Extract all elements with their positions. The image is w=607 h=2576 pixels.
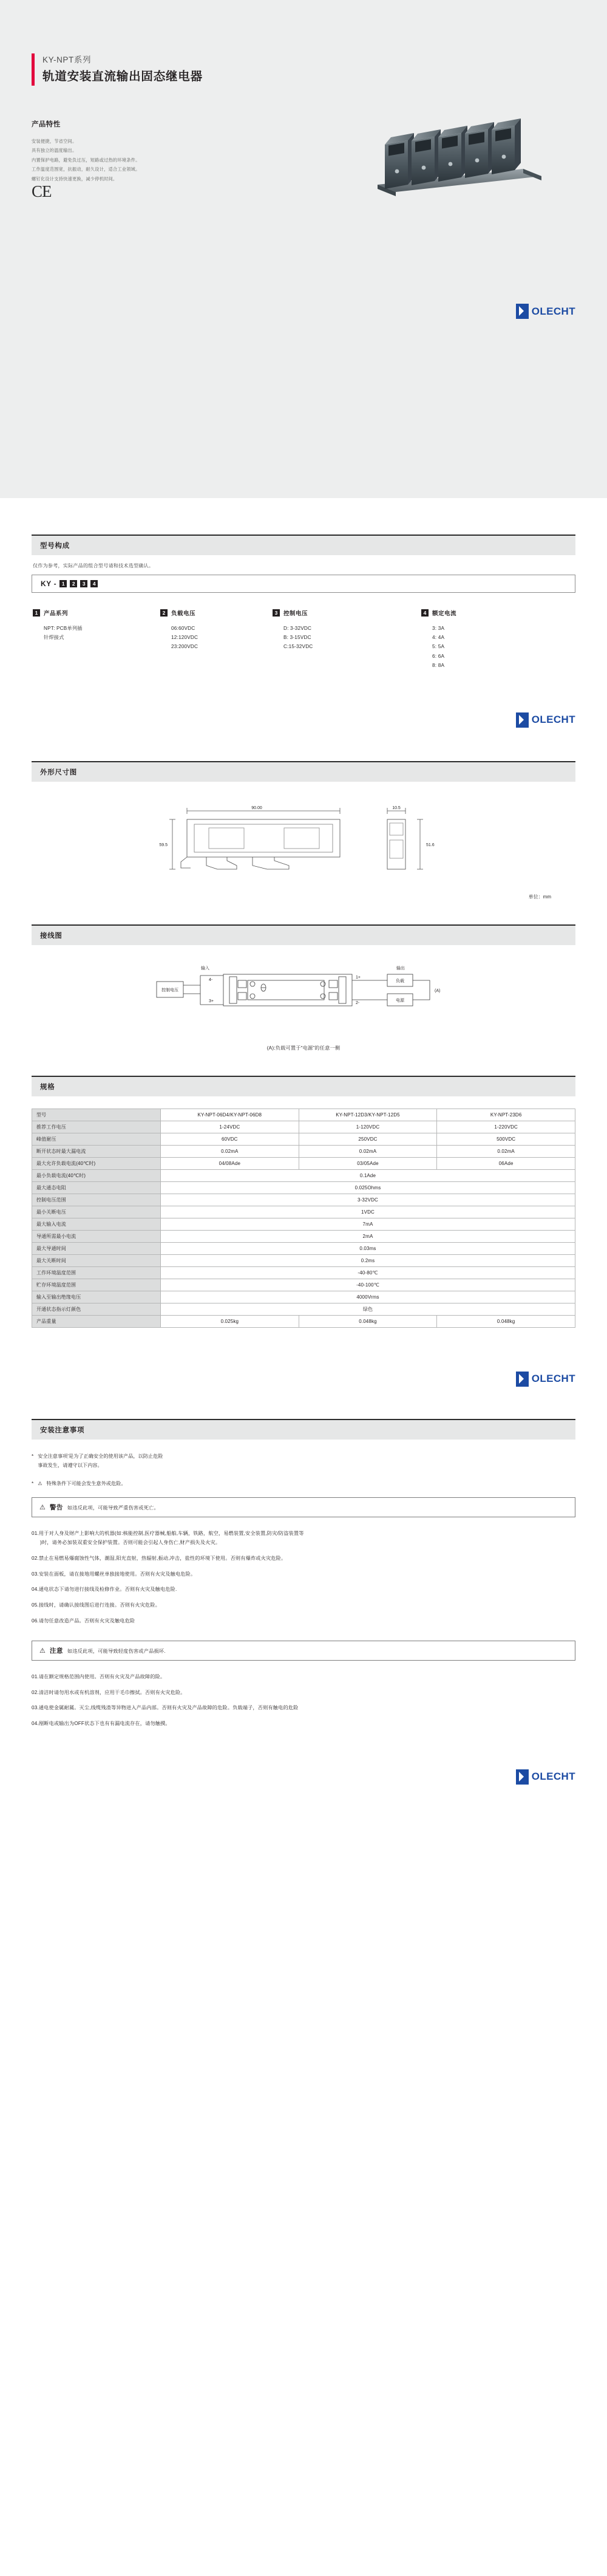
notes-section bbox=[0, 1419, 607, 1440]
dimension-section-title: 外形尺寸图 bbox=[40, 768, 77, 776]
caution-triangle-icon: ⚠ bbox=[39, 1647, 46, 1655]
warning-triangle-icon: ⚠ bbox=[38, 1481, 42, 1487]
legend-title-1: 产品系列 bbox=[44, 610, 69, 617]
spec-row bbox=[32, 1157, 575, 1169]
wiring-output-label: 输出 bbox=[396, 966, 405, 971]
wiring-load-label: 负载 bbox=[396, 979, 404, 983]
code-digit-4: 4 bbox=[90, 580, 98, 587]
spec-row-value: KY-NPT-12D3/KY-NPT-12D5 bbox=[299, 1109, 437, 1121]
warning-box bbox=[32, 1497, 575, 1517]
legend-title-4: 额定电流 bbox=[432, 610, 457, 617]
ce-mark: CE bbox=[32, 182, 52, 200]
hero-section bbox=[0, 0, 607, 498]
warning-item-cont: )时，请务必加装双重安全保护装置。否则可能会引起人身伤亡,财产损失及火灾。 bbox=[40, 1540, 221, 1546]
feature-item: 安装便捷，节省空间。 bbox=[32, 138, 77, 144]
wiring-input-label: 输入 bbox=[201, 966, 209, 971]
spec-row bbox=[32, 1133, 575, 1145]
legend-group-series bbox=[33, 609, 160, 670]
brand-name: OLECHT bbox=[531, 1373, 575, 1385]
notes-body bbox=[0, 1440, 607, 1729]
wiring-terminal-1: 1+ bbox=[356, 975, 361, 980]
spec-row-value: 04/08Ade bbox=[161, 1157, 299, 1169]
notes-special bbox=[32, 1479, 575, 1488]
spec-row-label: 最小关断电压 bbox=[32, 1206, 161, 1218]
spec-row-label: 型号 bbox=[32, 1109, 161, 1121]
wiring-section-header bbox=[32, 924, 575, 945]
brand-logo bbox=[516, 712, 575, 728]
spec-row-value: 0.048kg bbox=[299, 1315, 437, 1327]
wiring-terminal-3: 3+ bbox=[209, 999, 214, 1003]
spec-row-value: 1-120VDC bbox=[299, 1121, 437, 1133]
spec-row-value: 3-32VDC bbox=[161, 1194, 575, 1206]
notes-special-text: 特殊条件下可能会发生意外或危险。 bbox=[46, 1481, 126, 1487]
spec-row-label: 最大允许负载电流(40℃时) bbox=[32, 1157, 161, 1169]
warning-triangle-icon: ⚠ bbox=[39, 1504, 46, 1512]
feature-item: 内置保护电路，避免负过压，短路或过热的环境条件。 bbox=[32, 157, 140, 163]
spec-row-label: 产品重量 bbox=[32, 1315, 161, 1327]
feature-item: 工作温度范围宽，抗振动，耐久设计，适合工业领域。 bbox=[32, 166, 140, 173]
unit-value: mm bbox=[543, 893, 551, 900]
spec-row-label: 开通状态指示灯颜色 bbox=[32, 1303, 161, 1315]
wiring-note: (A):负载可置于“电源”的任意一侧 bbox=[266, 1045, 341, 1051]
wiring-diagram bbox=[32, 945, 575, 1036]
olecht-logo-icon bbox=[516, 304, 529, 319]
wiring-power-label: 电源 bbox=[396, 998, 404, 1003]
spec-row bbox=[32, 1145, 575, 1157]
caution-item: 01.请在额定规格范围内使用。否则有火灾及产品故障的险。 bbox=[32, 1673, 166, 1679]
feature-item: 螺钉化设计支持快速更换，减少停机时间。 bbox=[32, 176, 118, 182]
star-marker: * bbox=[32, 1453, 34, 1459]
model-section-header bbox=[32, 535, 575, 555]
dim-width-label: 90.00 bbox=[251, 805, 262, 810]
spec-row-label: 控制电压范围 bbox=[32, 1194, 161, 1206]
caution-item: 04.剐断电或输出为OFF状态下也有有漏电流存在，请勿触摸。 bbox=[32, 1721, 171, 1727]
spec-row-label: 断开状态时最大漏电流 bbox=[32, 1145, 161, 1157]
warning-desc: 如违反此项，可能导致严重伤害或死亡。 bbox=[67, 1505, 159, 1511]
model-code-prefix: KY - bbox=[41, 579, 57, 588]
spec-row-label: 最大通态电阻 bbox=[32, 1181, 161, 1194]
warning-item bbox=[32, 1617, 575, 1626]
spec-row-value: 1-24VDC bbox=[161, 1121, 299, 1133]
product-features bbox=[32, 119, 177, 183]
spec-section bbox=[0, 1076, 607, 1328]
spec-row bbox=[32, 1109, 575, 1121]
spec-row-value: 0.02mA bbox=[299, 1145, 437, 1157]
caution-desc: 如违反此项，可能导致轻度伤害或产品损坏. bbox=[67, 1648, 166, 1654]
spec-row-value: KY-NPT-23D6 bbox=[437, 1109, 575, 1121]
spec-row bbox=[32, 1303, 575, 1315]
dimension-section bbox=[0, 761, 607, 900]
spec-row-value: 4000Vrms bbox=[161, 1291, 575, 1303]
warning-item-text: 04.通电状态下请勿进行接线及检修作业。否则有火灾及触电危险. bbox=[32, 1587, 177, 1593]
spec-row-value: 500VDC bbox=[437, 1133, 575, 1145]
spec-row-label: 峰值耐压 bbox=[32, 1133, 161, 1145]
olecht-logo-icon bbox=[516, 1372, 529, 1387]
spec-row-value: KY-NPT-06D4/KY-NPT-06D8 bbox=[161, 1109, 299, 1121]
unit-label: 单位： bbox=[528, 893, 543, 900]
code-digit-3: 3 bbox=[80, 580, 87, 587]
spec-row-value: 绿色 bbox=[161, 1303, 575, 1315]
warning-item bbox=[32, 1601, 575, 1610]
brand-logo bbox=[516, 1372, 575, 1387]
warning-item-text: 03.安装在面板，请在接地用螺丝单独接地使用。否则有火灾及触电危险。 bbox=[32, 1571, 196, 1577]
spec-row-value: 03/05Ade bbox=[299, 1157, 437, 1169]
wiring-control-voltage-label: 控制电压 bbox=[161, 988, 178, 992]
dim-depth-label: 10.5 bbox=[392, 805, 401, 810]
legend-item: D: 3-32VDC bbox=[283, 626, 312, 631]
brand-logo bbox=[516, 304, 575, 319]
spec-row-label: 导通所需最小电流 bbox=[32, 1230, 161, 1242]
caution-title: 注意 bbox=[49, 1647, 63, 1655]
spec-row bbox=[32, 1291, 575, 1303]
legend-num-3: 3 bbox=[273, 609, 280, 617]
legend-group-load-voltage bbox=[160, 609, 273, 670]
legend-item: 针焊接式 bbox=[44, 635, 64, 641]
spec-row bbox=[32, 1121, 575, 1133]
spec-row-value: 0.02mA bbox=[161, 1145, 299, 1157]
spec-row-value: 0.025kg bbox=[161, 1315, 299, 1327]
model-section-title: 型号构成 bbox=[40, 542, 70, 550]
spec-row-label: 最大导通时间 bbox=[32, 1242, 161, 1254]
feature-item: 具有独立的温度输出。 bbox=[32, 148, 77, 154]
spec-row bbox=[32, 1230, 575, 1242]
spec-row-value: 250VDC bbox=[299, 1133, 437, 1145]
product-photo bbox=[367, 113, 549, 204]
legend-num-4: 4 bbox=[421, 609, 429, 617]
legend-item: 8: 8A bbox=[432, 662, 445, 668]
legend-item: 4: 4A bbox=[432, 635, 445, 641]
wiring-marker-a: (A) bbox=[435, 988, 441, 993]
brand-logo bbox=[516, 1769, 575, 1785]
legend-item: C:15-32VDC bbox=[283, 644, 313, 650]
legend-item: 12:120VDC bbox=[171, 635, 198, 641]
spec-row-value: 0.02mA bbox=[437, 1145, 575, 1157]
spec-row bbox=[32, 1206, 575, 1218]
spec-row-value: 0.1Ade bbox=[161, 1169, 575, 1181]
legend-item: B: 3-15VDC bbox=[283, 635, 311, 641]
spec-row-value: 06Ade bbox=[437, 1157, 575, 1169]
legend-title-3: 控制电压 bbox=[283, 610, 308, 617]
wiring-terminal-2: 2- bbox=[356, 1000, 360, 1005]
caution-item: 02.清洁时请勿用水或有机溶剂，应用干毛巾擦拭。否则有火灾危险。 bbox=[32, 1689, 186, 1695]
legend-num-2: 2 bbox=[160, 609, 168, 617]
spec-row bbox=[32, 1254, 575, 1266]
spec-row-value: 0.03ms bbox=[161, 1242, 575, 1254]
spec-row-label: 最小负载电流(40℃时) bbox=[32, 1169, 161, 1181]
spec-row bbox=[32, 1169, 575, 1181]
legend-item: 3: 3A bbox=[432, 626, 445, 631]
legend-item: 06:60VDC bbox=[171, 626, 195, 631]
wiring-terminal-4: 4- bbox=[209, 977, 213, 982]
warning-item bbox=[32, 1529, 575, 1548]
notes-section-header bbox=[32, 1419, 575, 1440]
warning-item-text: 02.禁止在易燃易爆腐蚀性气体，潮湿,阳光直射，热辐射,振动,冲击，盐性的环境下使用。否则有爆炸或火灾危险。 bbox=[32, 1555, 287, 1561]
warning-title: 警告 bbox=[49, 1504, 63, 1512]
notes-intro-line1: 安全注意事项'是为了正确安全的使用该产品，以防止危险 bbox=[38, 1453, 163, 1459]
spec-row-value: 60VDC bbox=[161, 1133, 299, 1145]
legend-group-rated-current bbox=[421, 609, 518, 670]
spec-row bbox=[32, 1315, 575, 1327]
spec-row-label: 输入至输出绝缘电压 bbox=[32, 1291, 161, 1303]
warning-item-list bbox=[32, 1529, 575, 1625]
dim-height-right-label: 51.6 bbox=[426, 842, 435, 847]
features-title: 产品特性 bbox=[32, 121, 61, 128]
legend-item: 23:200VDC bbox=[171, 644, 198, 650]
legend-item: NPT: PCB单列插 bbox=[44, 626, 83, 631]
legend-group-control-voltage bbox=[273, 609, 421, 670]
wiring-section bbox=[0, 924, 607, 1051]
caution-box bbox=[32, 1641, 575, 1661]
spec-row-label: 最大输入电流 bbox=[32, 1218, 161, 1230]
star-marker: * bbox=[32, 1481, 34, 1487]
olecht-logo-icon bbox=[516, 712, 529, 728]
spec-row-value: 2mA bbox=[161, 1230, 575, 1242]
accent-bar bbox=[32, 53, 35, 86]
notes-intro-line2: 事故发生，请遵守以下内容。 bbox=[38, 1463, 103, 1469]
spec-row bbox=[32, 1218, 575, 1230]
spec-row-value: -40-100℃ bbox=[161, 1279, 575, 1291]
spec-row-label: 推荐工作电压 bbox=[32, 1121, 161, 1133]
warning-item-text: 01.用于对人身及财产上影响大的机器(如:核能控制,医疗器械,船舶,车辆，铁路，航空，易燃装置,安全装置,防灾/防盗装置等 bbox=[32, 1531, 304, 1537]
code-digit-2: 2 bbox=[70, 580, 77, 587]
wiring-section-title: 接线图 bbox=[40, 932, 63, 940]
model-code-box bbox=[32, 575, 575, 593]
hero-title-block bbox=[0, 53, 607, 86]
code-digit-1: 1 bbox=[59, 580, 67, 587]
spec-row-value: 1VDC bbox=[161, 1206, 575, 1218]
brand-name: OLECHT bbox=[531, 1771, 575, 1783]
spec-row-value: 0.025Ohms bbox=[161, 1181, 575, 1194]
spec-row-value: 1-220VDC bbox=[437, 1121, 575, 1133]
caution-item-list bbox=[32, 1673, 575, 1729]
spec-row-label: 工作环境温度范围 bbox=[32, 1266, 161, 1279]
spec-row-value: 7mA bbox=[161, 1218, 575, 1230]
product-title: 轨道安装直流输出固态继电器 bbox=[42, 69, 203, 83]
warning-item bbox=[32, 1585, 575, 1594]
spec-row bbox=[32, 1194, 575, 1206]
brand-name: OLECHT bbox=[531, 714, 575, 726]
model-legend bbox=[32, 609, 575, 670]
model-subtitle: 仅作为参考，实际产品的组合型号请和技术选型确认。 bbox=[33, 563, 154, 569]
legend-num-1: 1 bbox=[33, 609, 40, 617]
legend-item: 6: 6A bbox=[432, 653, 445, 659]
spec-row bbox=[32, 1181, 575, 1194]
spec-table bbox=[32, 1109, 575, 1328]
model-composition-section bbox=[0, 535, 607, 670]
spec-row-label: 贮存环境温度范围 bbox=[32, 1279, 161, 1291]
spec-section-header bbox=[32, 1076, 575, 1096]
spec-row bbox=[32, 1242, 575, 1254]
warning-item bbox=[32, 1554, 575, 1563]
legend-item: 5: 5A bbox=[432, 644, 445, 650]
spec-row-value: 0.2ms bbox=[161, 1254, 575, 1266]
dimension-section-header bbox=[32, 761, 575, 782]
caution-item: 03.通电使金属耐属。灭尘,线缆残渣等异物进入产品内部。否则有火灾及产品故障的危险。负载端子，否则有触电的危险 bbox=[32, 1705, 299, 1711]
unit-note bbox=[32, 893, 575, 900]
spec-row-value: -40-80℃ bbox=[161, 1266, 575, 1279]
warning-item bbox=[32, 1570, 575, 1579]
spec-section-title: 规格 bbox=[40, 1083, 55, 1091]
olecht-logo-icon bbox=[516, 1769, 529, 1785]
product-series: KY-NPT系列 bbox=[42, 55, 92, 64]
brand-name: OLECHT bbox=[531, 305, 575, 317]
spec-row-value: 0.048kg bbox=[437, 1315, 575, 1327]
warning-item-text: 05.接线时，请确认接线图后进行连接。否则有火灾危险。 bbox=[32, 1602, 160, 1608]
legend-title-2: 负载电压 bbox=[171, 610, 196, 617]
spec-row bbox=[32, 1279, 575, 1291]
notes-intro bbox=[32, 1452, 575, 1470]
notes-section-title: 安装注意事项 bbox=[40, 1426, 85, 1434]
dim-height-left-label: 59.5 bbox=[159, 842, 168, 847]
spec-row-label: 最大关断时间 bbox=[32, 1254, 161, 1266]
warning-item-text: 06.请勿任意改造产品。否则有火灾及触电危险 bbox=[32, 1618, 135, 1624]
dimension-drawing bbox=[32, 782, 575, 892]
spec-row bbox=[32, 1266, 575, 1279]
